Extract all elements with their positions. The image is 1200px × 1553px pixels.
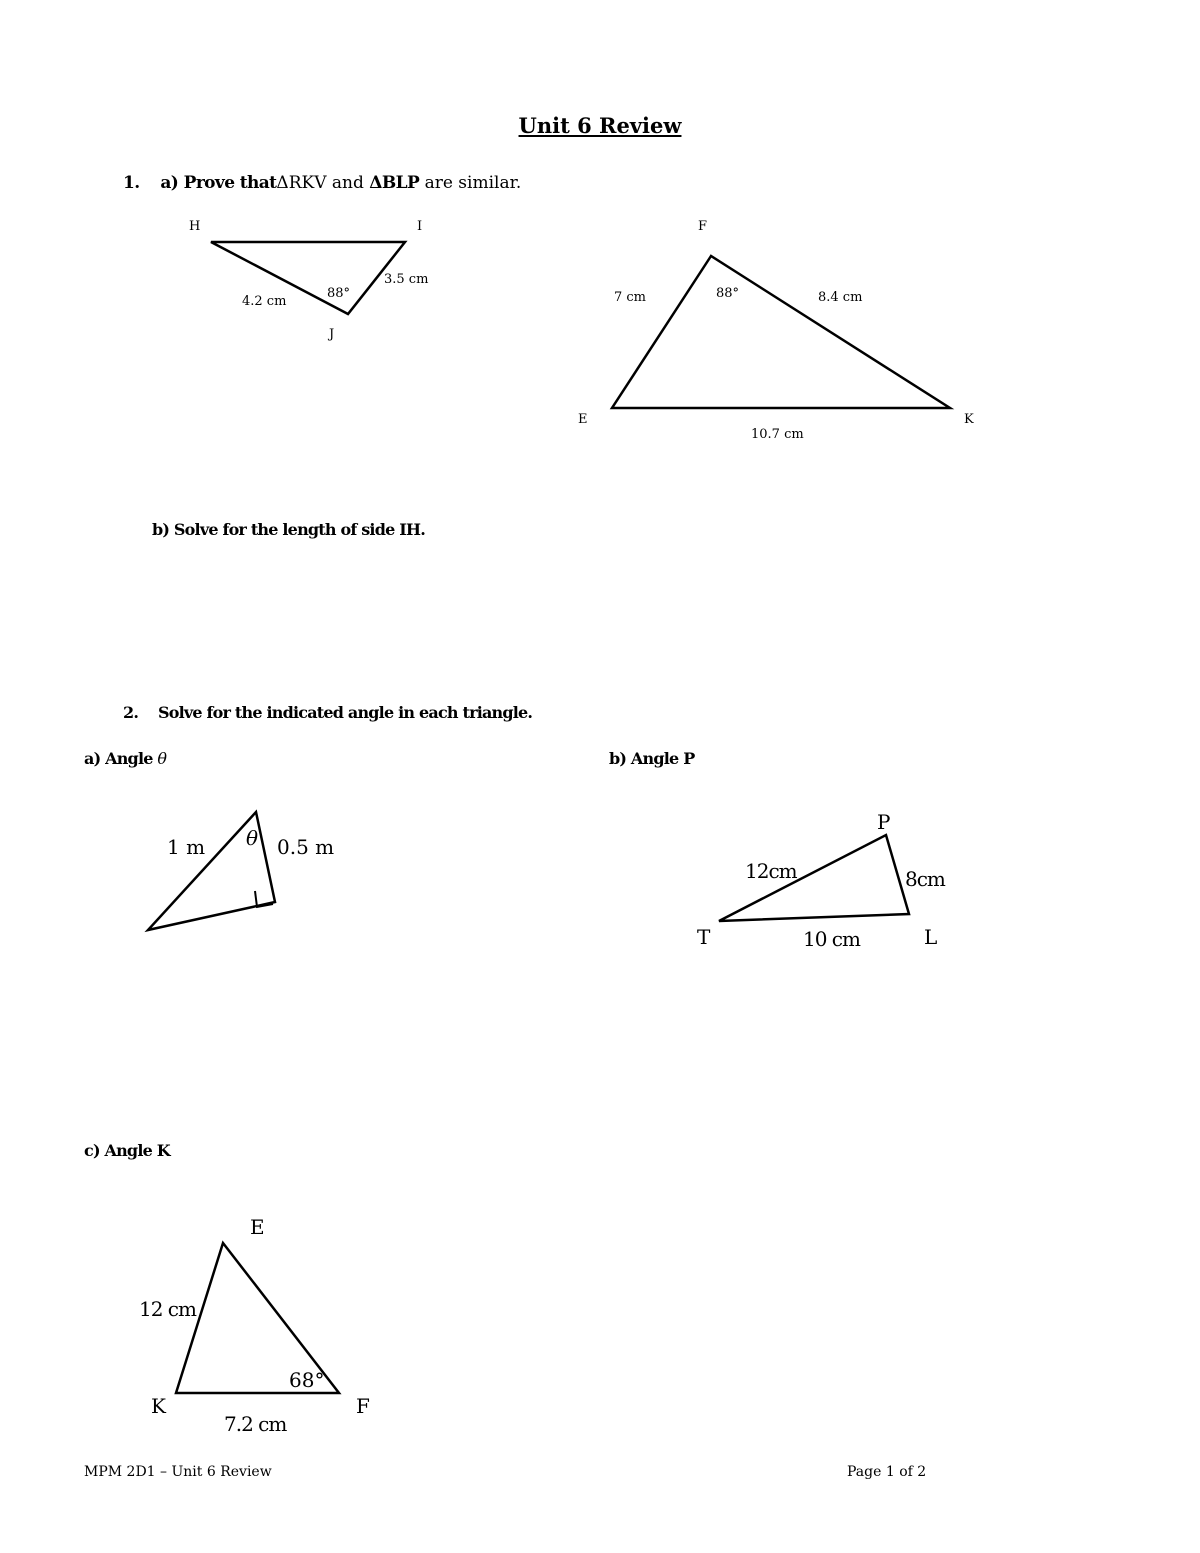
vertex-label-i: I	[417, 219, 423, 234]
vertex-label-j: J	[329, 327, 335, 342]
question-2-number: 2.	[123, 703, 139, 722]
question-number: 1.	[123, 173, 140, 193]
side-label-tp: 12cm	[745, 859, 797, 883]
prompt-prefix: Prove that	[183, 173, 277, 193]
side-label-leg: 0.5 m	[277, 835, 335, 859]
triangle-hij	[211, 242, 405, 314]
side-label-tl: 10 cm	[803, 927, 860, 951]
footer-page-number: Page 1 of 2	[847, 1464, 927, 1480]
question-2b-label: b) Angle P	[609, 749, 695, 768]
vertex-label-f-2c: F	[356, 1394, 370, 1418]
triangle-2-name: ΔBLP	[369, 173, 420, 193]
question-2a-label	[84, 749, 166, 768]
vertex-label-e: E	[578, 412, 588, 427]
side-label-hj: 4.2 cm	[242, 294, 287, 309]
vertex-label-p: P	[877, 810, 891, 834]
angle-mark-theta: θ	[246, 826, 259, 850]
question-2-prompt: Solve for the indicated angle in each triangle.	[158, 703, 533, 722]
angle-label-j: 88°	[327, 286, 351, 301]
footer-course: MPM 2D1 – Unit 6 Review	[84, 1464, 272, 1480]
angle-label-f: 88°	[716, 286, 740, 301]
vertex-label-k: K	[964, 412, 974, 427]
question-2a-label-text: a) Angle	[84, 749, 158, 768]
theta-symbol: θ	[157, 749, 167, 768]
angle-label-f-2c: 68°	[289, 1368, 325, 1392]
question-2c-label: c) Angle K	[84, 1141, 170, 1160]
triangle-fek	[612, 256, 950, 408]
side-label-pl: 8cm	[905, 867, 945, 891]
side-label-fk: 8.4 cm	[818, 290, 863, 305]
vertex-label-e-2c: E	[250, 1215, 265, 1239]
vertex-label-k-2c: K	[151, 1394, 166, 1418]
prompt-and: and	[331, 173, 364, 193]
part-label: a)	[160, 173, 179, 193]
side-label-hypotenuse: 1 m	[167, 835, 206, 859]
side-label-ke: 12 cm	[139, 1297, 196, 1321]
side-label-ef: 7 cm	[614, 290, 647, 305]
side-label-ek: 10.7 cm	[751, 427, 804, 442]
prompt-suffix: are similar.	[424, 173, 522, 193]
vertex-label-h: H	[189, 219, 201, 234]
vertex-label-f: F	[698, 219, 708, 234]
side-label-ij: 3.5 cm	[384, 272, 429, 287]
side-label-kf: 7.2 cm	[224, 1412, 287, 1436]
vertex-label-t: T	[697, 925, 711, 949]
triangle-1-name: ΔRKV	[276, 173, 327, 193]
vertex-label-l: L	[924, 925, 938, 949]
page-title: Unit 6 Review	[518, 113, 682, 138]
question-1b-prompt: b) Solve for the length of side IH.	[152, 520, 426, 539]
